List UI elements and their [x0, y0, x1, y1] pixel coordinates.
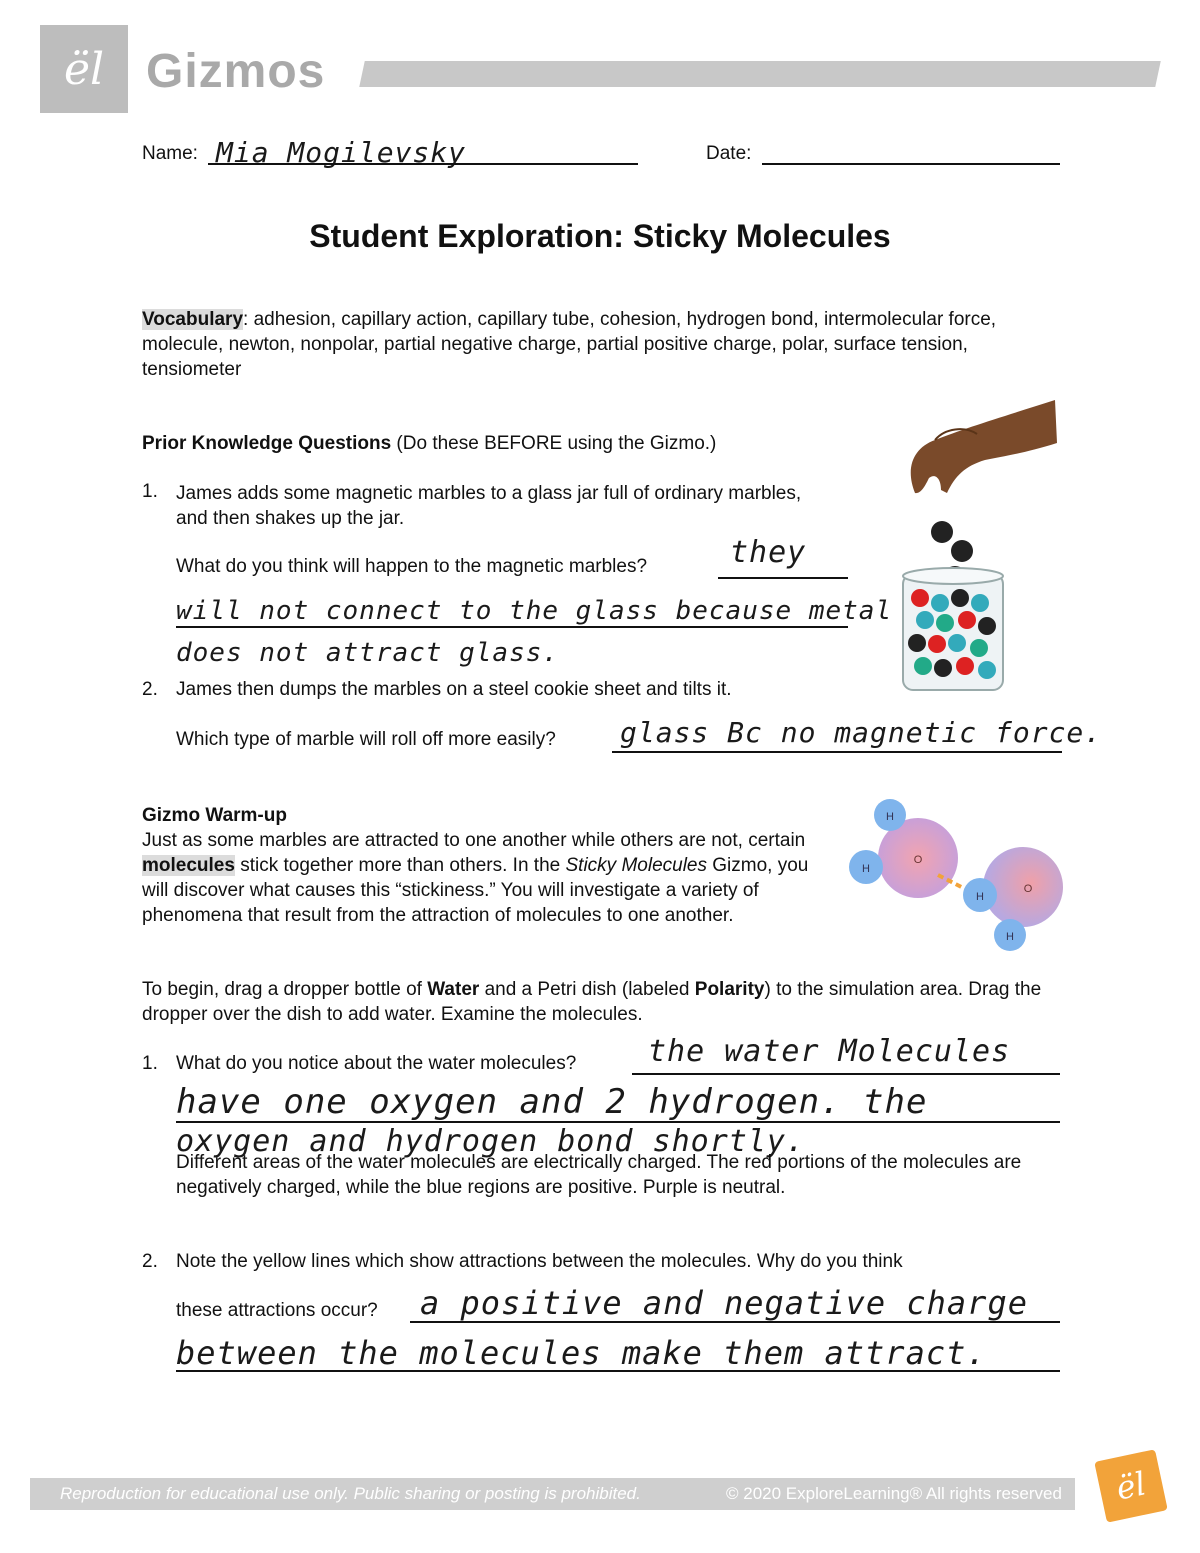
prior-q1-prompt: What do you think will happen to the magnetic marbles?: [176, 556, 648, 577]
atom-label: H: [862, 863, 870, 875]
prior-heading-note: (Do these BEFORE using the Gizmo.): [391, 433, 717, 454]
warmup-q2-number: 2.: [142, 1251, 158, 1272]
warmup-q1-note: Different areas of the water molecules are electrically charged. The red portions of the molecules are negatively charged, while the blue regions are positive. Purple is neutral.: [176, 1152, 1022, 1198]
atom-label: H: [1006, 931, 1014, 943]
prior-q2-text: James then dumps the marbles on a steel cookie sheet and tilts it.: [176, 679, 732, 700]
warmup-paragraph-2: To begin, drag a dropper bottle of Water and a Petri dish (labeled Polarity) to the simulation area. Drag the dropper over the dish to add water. Examine the molecules.: [142, 979, 1042, 1025]
prior-q1-answer-3[interactable]: does not attract glass.: [176, 638, 560, 668]
gizmo-name: Sticky Molecules: [565, 855, 707, 876]
footer-copyright: © 2020 ExploreLearning® All rights reserved: [726, 1484, 1062, 1503]
warmup-q1-answer-1[interactable]: the water Molecules: [648, 1034, 1011, 1069]
atom-label: H: [976, 891, 984, 903]
prior-q2-line: [612, 751, 1062, 753]
vocabulary-label: Vocabulary: [142, 309, 244, 330]
molecules-term: molecules: [142, 855, 235, 876]
vocabulary: [142, 307, 1062, 382]
warmup-q2-line-1: [410, 1321, 1060, 1323]
warmup-q2-answer-2[interactable]: between the molecules make them attract.: [176, 1334, 987, 1372]
warmup-heading: Gizmo Warm-up: [142, 805, 287, 826]
brand-name: Gizmos: [146, 45, 326, 98]
prior-q1-answer-1[interactable]: they: [730, 535, 807, 570]
warmup-q1-prompt: What do you notice about the water molecules?: [176, 1053, 577, 1074]
marble: [931, 521, 953, 543]
header-band: [359, 61, 1161, 87]
atom-label: H: [886, 811, 894, 823]
vocabulary-list: : adhesion, capillary action, capillary tube, cohesion, hydrogen bond, intermolecular force, molecule, newton, nonpolar, partial negative charge, partial positive charge, polar, surface tension, tensiometer: [142, 309, 997, 380]
prior-q1-line-2: [176, 626, 848, 628]
hand-icon: [911, 400, 1057, 493]
footer-logo-mark: ël: [1112, 1464, 1150, 1508]
name-value[interactable]: Mia Mogilevsky: [216, 136, 467, 169]
name-label: Name:: [142, 143, 198, 164]
prior-q1-answer-2[interactable]: will not connect to the glass because metal: [176, 596, 893, 626]
prior-q1-line-1: [718, 577, 848, 579]
warmup-q2-text: Note the yellow lines which show attractions between the molecules. Why do you think: [176, 1251, 903, 1272]
marble: [951, 540, 973, 562]
warmup-q1-answer-3[interactable]: oxygen and hydrogen bond shortly.: [176, 1124, 806, 1159]
prior-q2-number: 2.: [142, 679, 158, 700]
prior-q2-prompt: Which type of marble will roll off more easily?: [176, 729, 556, 750]
warmup-q2-prompt: these attractions occur?: [176, 1300, 378, 1321]
footer-notice: Reproduction for educational use only. Public sharing or posting is prohibited.: [60, 1484, 641, 1503]
warmup-q2-line-2: [176, 1370, 1060, 1372]
page-title: Student Exploration: Sticky Molecules: [309, 218, 891, 254]
prior-q1-text: James adds some magnetic marbles to a glass jar full of ordinary marbles, and then shakes up the jar.: [176, 483, 802, 529]
warmup-paragraph-1: Just as some marbles are attracted to one another while others are not, certain molecules stick together more than others. In the Sticky Molecules Gizmo, you will discover what causes this “stickiness.” You will investigate a variety of phenomena that result from the attraction of molecules to one another.: [142, 830, 809, 926]
atom-label: O: [913, 854, 923, 866]
warmup-q1-line-1: [632, 1073, 1060, 1075]
prior-heading: [142, 431, 716, 456]
date-line[interactable]: [762, 163, 1060, 165]
warmup-q1-answer-2[interactable]: have one oxygen and 2 hydrogen. the: [176, 1082, 928, 1122]
footer-logo: [1094, 1449, 1168, 1523]
warmup-q1-number: 1.: [142, 1053, 158, 1074]
marble-jar-illustration: [895, 398, 1065, 698]
name-line: [208, 163, 638, 165]
logo-box: [40, 25, 128, 113]
warmup-q1-line-2: [176, 1121, 1060, 1123]
atom-label: O: [1023, 883, 1033, 895]
water-molecules-illustration: [838, 795, 1068, 957]
prior-q1-number: 1.: [142, 481, 158, 502]
prior-heading-title: Prior Knowledge Questions: [142, 433, 392, 454]
logo-mark: ël: [63, 43, 105, 95]
prior-q2-answer[interactable]: glass Bc no magnetic force.: [620, 716, 1103, 749]
warmup-q2-answer-1[interactable]: a positive and negative charge: [420, 1284, 1028, 1322]
date-label: Date:: [706, 143, 752, 164]
header: [0, 0, 1200, 120]
